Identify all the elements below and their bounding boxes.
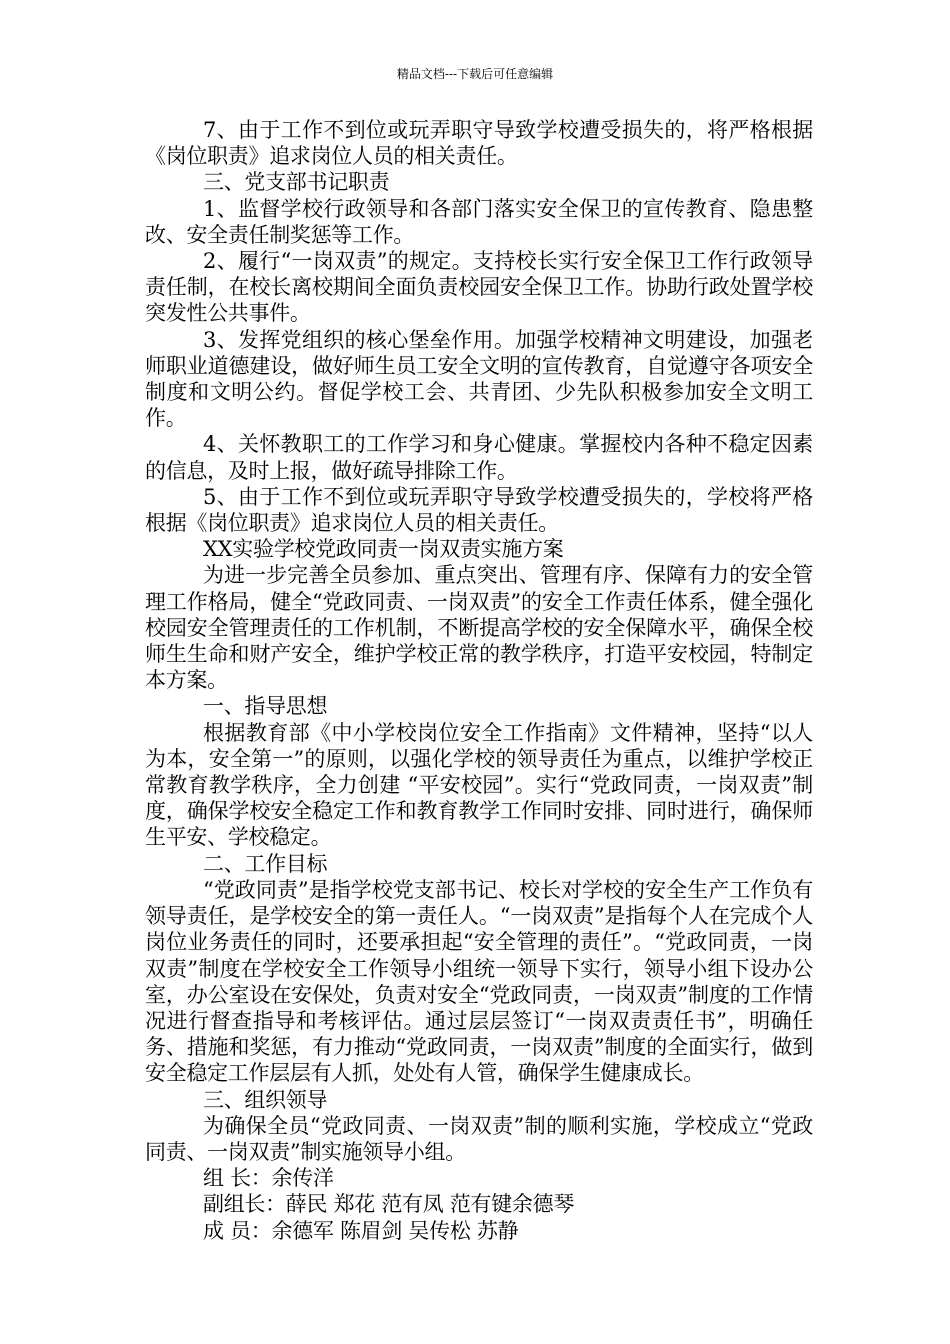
paragraph: 1、监督学校行政领导和各部门落实安全保卫的宣传教育、隐患整改、安全责任制奖惩等工作。 (145, 196, 813, 247)
document-title: XX实验学校党政同责一岗双责实施方案 (203, 537, 564, 562)
paragraph: 3、发挥党组织的核心堡垒作用。加强学校精神文明建设，加强老师职业道德建设，做好师生员工安全文明的宣传教育，自觉遵守各项安全制度和文明公约。督促学校工会、共青团、少先队积极参加安全文明工作。 (145, 327, 813, 431)
section-heading: 一、指导思想 (203, 694, 328, 719)
paragraph: 为确保全员“党政同责、一岗双责”制的顺利实施，学校成立“党政同责、一岗双责”制实施领导小组。 (145, 1113, 813, 1164)
page-header: 精品文档---下载后可任意编辑 (396, 67, 554, 81)
leader-line: 组 长：余传洋 (203, 1166, 334, 1191)
section-heading: 三、组织领导 (203, 1087, 328, 1112)
paragraph: 2、履行“一岗双责”的规定。支持校长实行安全保卫工作行政领导责任制，在校长离校期间全面负责校园安全保卫工作。协助行政处置学校突发性公共事件。 (145, 249, 813, 326)
paragraph: 5、由于工作不到位或玩弄职守导致学校遭受损失的，学校将严格根据《岗位职责》追求岗位人员的相关责任。 (145, 484, 813, 536)
members-line: 成 员：余德军 陈眉剑 吴传松 苏静 (203, 1218, 519, 1243)
document-body (145, 117, 813, 1244)
paragraph: 为进一步完善全员参加、重点突出、管理有序、保障有力的安全管理工作格局，健全“党政同责、一岗双责”的安全工作责任体系，健全强化校园安全管理责任的工作机制，不断提高学校的安全保障水平，确保全校师生生命和财产安全，维护学校正常的教学秩序，打造平安校园，特制定本方案。 (145, 563, 813, 693)
paragraph: 7、由于工作不到位或玩弄职守导致学校遭受损失的，将严格根据《岗位职责》追求岗位人员的相关责任。 (145, 118, 813, 169)
paragraph: 4、关怀教职工的工作学习和身心健康。掌握校内各种不稳定因素的信息，及时上报，做好疏导排除工作。 (145, 432, 813, 483)
section-heading: 二、工作目标 (203, 851, 328, 876)
section-heading: 三、党支部书记职责 (203, 170, 390, 195)
deputy-leader-line: 副组长：薛民 郑花 范有凤 范有键余德琴 (203, 1192, 575, 1217)
paragraph: 根据教育部《中小学校岗位安全工作指南》文件精神，坚持“以人为本，安全第一”的原则，以强化学校的领导责任为重点，以维护学校正常教育教学秩序，全力创建 “平安校园”。实行“党政同责，一岗双责”制度，确保学校安全稳定工作和教育教学工作同时安排、同时进行，确保师生平安、学校稳定。 (145, 720, 813, 850)
paragraph: “党政同责”是指学校党支部书记、校长对学校的安全生产工作负有领导责任，是学校安全的第一责任人。“一岗双责”是指每个人在完成个人岗位业务责任的同时，还要承担起“安全管理的责任”。“党政同责，一岗双责”制度在学校安全工作领导小组统一领导下实行，领导小组下设办公室，办公室设在安保处，负责对安全“党政同责，一岗双责”制度的工作情况进行督查指导和考核评估。通过层层签订“一岗双责责任书”，明确任务、措施和奖惩，有力推动“党政同责，一岗双责”制度的全面实行，做到安全稳定工作层层有人抓，处处有人管，确保学生健康成长。 (145, 877, 813, 1086)
